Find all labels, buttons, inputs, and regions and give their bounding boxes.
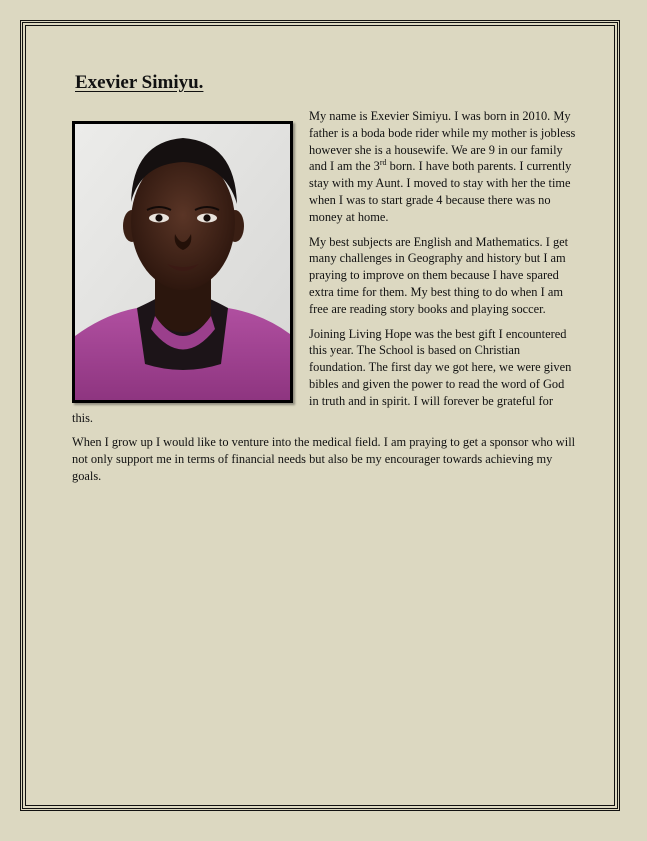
- paragraph-background-text-part1: My name is Exevier Simiyu. I was born in 2010. My father is a boda bode rider while my mother is jobless however she is a housewife. We are 9 in our family and I am the 3: [309, 109, 576, 174]
- paragraph-subjects: My best subjects are English and Mathematics. I get many challenges in Geography and history but I am praying to improve on them because I have spared extra time for them. My best thing to do when I am free are reading story books and playing soccer.: [309, 234, 569, 316]
- paragraph-future-goals: When I grow up I would like to venture into the medical field. I am praying to get a sponsor who will not only support me in terms of financial needs but also be my encourager towards achieving my goals.: [72, 435, 576, 483]
- ordinal-suffix: rd: [379, 158, 387, 168]
- portrait-photo: [72, 121, 293, 403]
- paragraph-background-text-part2: born. I have both parents. I currently stay with my Aunt. I moved to stay with her the time when I was to start grade 4 because there was no money at home.: [309, 159, 572, 224]
- portrait-illustration: [75, 124, 290, 400]
- document-body: [72, 108, 576, 493]
- paragraph-living-hope: Joining Living Hope was the best gift I encountered this year. The School is based on Christian foundation. The first day we got here, we were given bibles and given the power to read the word of God in truth and in spirit. I will forever be grateful for this.: [72, 326, 572, 425]
- document-title: Exevier Simiyu.: [75, 72, 204, 93]
